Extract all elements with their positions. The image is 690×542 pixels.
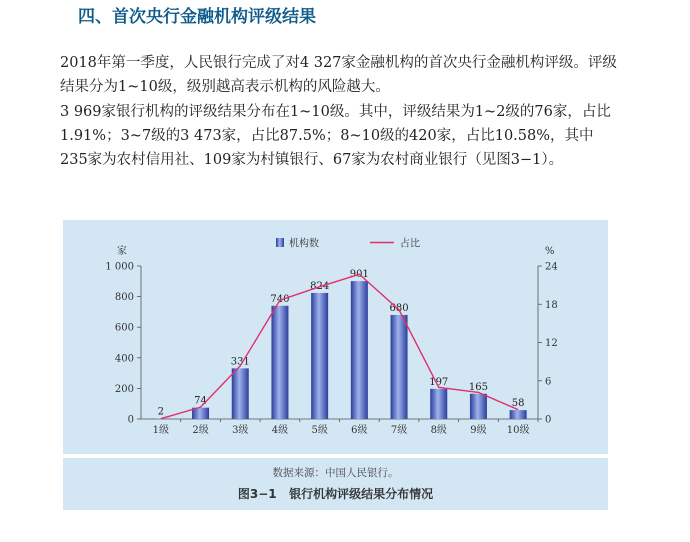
bar-value-label: 197 <box>429 376 449 388</box>
x-tick-label: 2级 <box>192 425 209 436</box>
source-note: 数据来源：中国人民银行。 <box>272 467 399 479</box>
bar <box>232 368 249 419</box>
left-tick-label: 800 <box>114 292 134 304</box>
x-tick-label: 10级 <box>506 425 530 436</box>
bar-value-label: 901 <box>349 269 369 281</box>
rating-distribution-chart <box>63 220 608 454</box>
bar-value-label: 165 <box>468 381 488 393</box>
bar-value-label: 680 <box>389 302 409 314</box>
left-tick-label: 0 <box>127 414 134 426</box>
bar <box>510 410 527 419</box>
left-tick-label: 1 000 <box>105 261 134 273</box>
bar <box>391 315 408 419</box>
bar <box>271 306 288 419</box>
bar <box>430 389 447 419</box>
x-tick-label: 3级 <box>232 425 249 436</box>
bar-value-label: 2 <box>157 406 165 418</box>
x-tick-label: 6级 <box>351 425 368 436</box>
figure-footer <box>63 458 608 510</box>
figure-caption: 图3−1 银行机构评级结果分布情况 <box>237 487 434 501</box>
x-tick-label: 8级 <box>430 425 447 436</box>
paragraph-intro: 2018年第一季度，人民银行完成了对4 327家金融机构的首次央行金融机构评级。评级结果分为1~10级，级别越高表示机构的风险越大。 <box>60 55 617 95</box>
right-tick-label: 0 <box>545 414 552 426</box>
section-heading: 四、首次央行金融机构评级结果 <box>78 7 316 27</box>
bar <box>311 293 328 419</box>
bar-value-label: 740 <box>270 293 290 305</box>
x-tick-label: 5级 <box>311 425 328 436</box>
right-tick-label: 18 <box>545 299 558 311</box>
legend-line-label: 占比 <box>400 238 420 250</box>
bar-value-label: 331 <box>230 356 250 368</box>
left-tick-label: 600 <box>114 322 134 334</box>
right-tick-label: 6 <box>545 376 552 388</box>
bar-value-label: 58 <box>511 398 525 410</box>
bar-value-label: 74 <box>194 395 207 407</box>
left-tick-label: 400 <box>114 353 134 365</box>
legend-bar-swatch <box>276 238 284 247</box>
left-tick-label: 200 <box>114 383 134 395</box>
paragraph-distribution: 3 969家银行机构的评级结果分布在1~10级。其中，评级结果为1~2级的76家，占比1.91%；3~7级的3 473家，占比87.5%；8~10级的420家，占比10.58%，其中235家为农村信用社、109家为村镇银行、67家为农村商业银行（见图3−1）。 <box>60 104 611 168</box>
right-tick-label: 12 <box>545 338 558 349</box>
right-tick-label: 24 <box>545 261 558 273</box>
x-tick-label: 9级 <box>470 425 487 436</box>
bar-value-label: 824 <box>310 280 330 292</box>
chart-panel <box>63 220 608 454</box>
x-tick-label: 1级 <box>152 425 170 436</box>
bar <box>470 394 487 419</box>
left-axis-unit: 家 <box>117 246 127 257</box>
legend-bar-label: 机构数 <box>289 238 319 250</box>
x-tick-label: 7级 <box>390 425 408 436</box>
x-tick-label: 4级 <box>271 425 289 436</box>
share-line <box>161 274 518 418</box>
bar <box>351 281 368 419</box>
right-axis-unit: % <box>545 246 555 257</box>
